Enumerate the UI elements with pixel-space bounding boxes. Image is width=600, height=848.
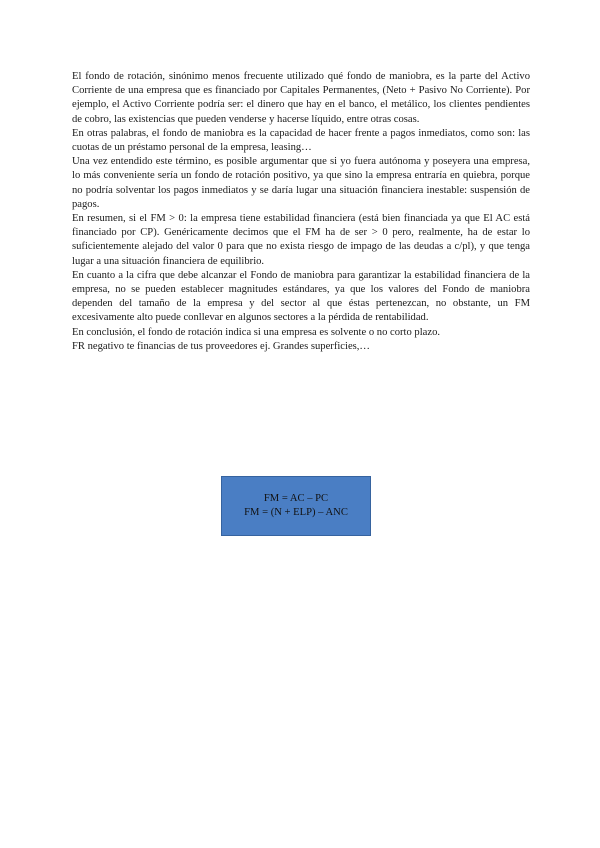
paragraph-argument: Una vez entendido este término, es posible argumentar que si yo fuera autónoma y poseyera una empresa, lo más conveniente sería un fondo de rotación positivo, ya que sino la empresa entraría en quiebra, porque no podría solventar los pagos inmediatos y se daría lugar una situación financiera inestable: suspensión de pagos. xyxy=(72,156,530,210)
paragraph-other-words: En otras palabras, el fondo de maniobra es la capacidad de hacer frente a pagos inmediatos, como son: las cuotas de un préstamo personal de la empresa, leasing… xyxy=(72,127,530,154)
paragraph-negative-fr: FR negativo te financias de tus proveedores ej. Grandes superficies,… xyxy=(72,340,371,352)
paragraph-amount: En cuanto a la cifra que debe alcanzar el Fondo de maniobra para garantizar la estabilidad financiera de la empresa, no se pueden establecer magnitudes estándares, ya que los valores del Fondo de maniobra dependen del tamaño de la empresa y del sector al que éstas pertenezcan, no obstante, un FM excesivamente alto puede conllevar en algunos sectores a la pérdida de rentabilidad. xyxy=(72,269,530,324)
paragraph-summary: En resumen, si el FM > 0: la empresa tiene estabilidad financiera (está bien financiada ya que El AC está financiado por CP). Genéricamente decimos que el FM ha de ser > 0 pero, realmente, ha de estar lo suficientemente alejado del valor 0 para que no exista riesgo de impago de las deudas a c/pl), y que tenga lugar a una situación financiera de equilibrio. xyxy=(72,213,530,267)
formula-line-2: FM = (N + ELP) – ANC xyxy=(244,507,348,518)
formula-box xyxy=(221,476,371,536)
formula-line-1: FM = AC – PC xyxy=(263,493,329,504)
document-body xyxy=(72,70,530,354)
paragraph-conclusion: En conclusión, el fondo de rotación indica si una empresa es solvente o no corto plazo. xyxy=(72,326,441,338)
paragraph-definition: El fondo de rotación, sinónimo menos frecuente utilizado qué fondo de maniobra, es la parte del Activo Corriente de una empresa que es financiado por Capitales Permanentes, (Neto + Pasivo No Corriente). Por ejemplo, el Activo Corriente podría ser: el dinero que hay en el banco, el metálico, los clientes pendientes de cobro, las existencias que pueden venderse y hacerse líquido, entre otras cosas. xyxy=(72,71,530,125)
